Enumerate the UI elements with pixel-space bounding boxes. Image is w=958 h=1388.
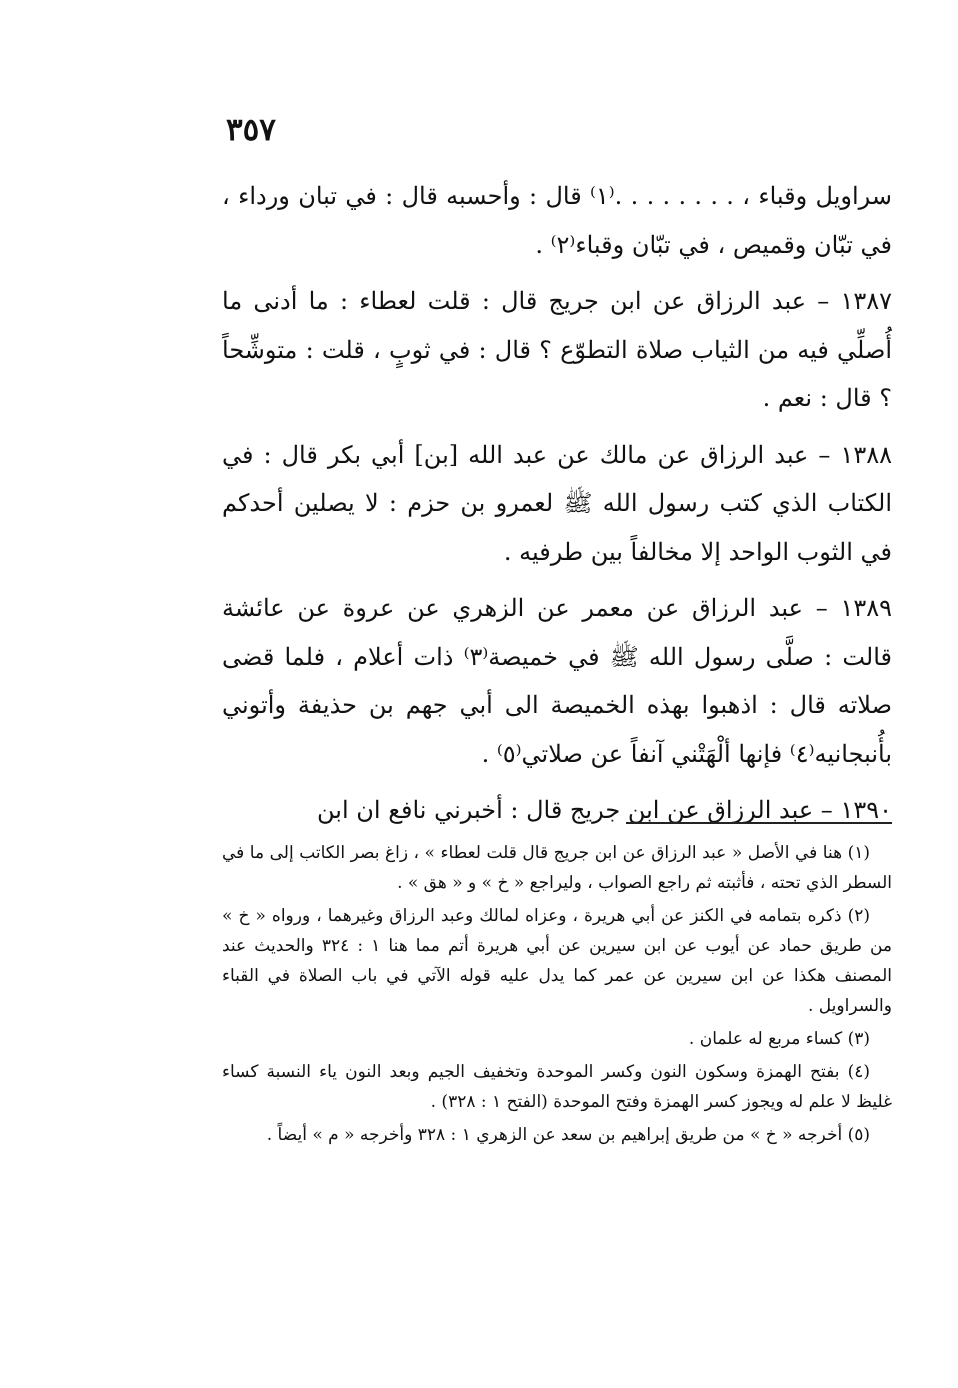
footnote-5: (٥) أخرجه « خ » من طريق إبراهيم بن سعد عن الزهري ١ : ٣٢٨ وأخرجه « م » أيضاً . — [266, 1125, 870, 1145]
footnote-separator — [626, 822, 892, 824]
footnote-3: (٣) كساء مربع له علمان . — [688, 1029, 870, 1049]
paragraph-hadith-1390: ١٣٩٠ – عبد الرزاق عن ابن جريج قال : أخبرني نافع ان ابن — [317, 796, 892, 824]
footnote-4: (٤) بفتح الهمزة وسكون النون وكسر الموحدة وتخفيف الجيم وبعد النون ياء النسبة كساء غليظ لا علم له ويجوز كسر الهمزة وفتح الموحدة (الفتح ١ : ٣٢٨) . — [222, 1062, 892, 1112]
footnote-2: (٢) ذكره بتمامه في الكنز عن أبي هريرة ، وعزاه لمالك وعبد الرزاق وغيرهما ، ورواه « خ » من طريق حماد عن أيوب عن ابن سيرين عن أبي هريرة أتم مما هنا ١ : ٣٢٤ والحديث عند المصنف هكذا عن ابن سيرين عن عمر كما يدل عليه قوله الآتي في باب الصلاة في القباء والسراويل . — [222, 906, 892, 1016]
page-number: ٣٥٧ — [226, 112, 276, 148]
paragraph-hadith-1389: ١٣٨٩ – عبد الرزاق عن معمر عن الزهري عن عروة عن عائشة قالت : صلَّى رسول الله ﷺ في خميصة⁽٣⁾ ذات أعلام ، فلما قضى صلاته قال : اذهبوا بهذه الخميصة الى أبي جهم بن حذيفة وأتوني بأُنبجانيه⁽٤⁾ فإنها ألْهَتْني آنفاً عن صلاتي⁽٥⁾ . — [222, 594, 893, 768]
paragraph-hadith-1387: ١٣٨٧ – عبد الرزاق عن ابن جريج قال : قلت لعطاء : ما أدنى ما أُصلِّي فيه من الثياب صلاة التطوّع ؟ قال : في ثوبٍ ، قلت : متوشِّحاً ؟ قال : نعم . — [222, 287, 892, 412]
main-text — [222, 172, 892, 835]
paragraph-continuation: سراويل وقباء ، . . . . . . . .⁽١⁾ قال : وأحسبه قال : في تبان ورداء ، في تبّان وقميص ، في تبّان وقباء⁽٢⁾ . — [222, 182, 893, 259]
footnote-1: (١) هنا في الأصل « عبد الرزاق عن ابن جريج قال قلت لعطاء » ، زاغ بصر الكاتب إلى ما في السطر الذي تحته ، فأثبته ثم راجع الصواب ، وليراجع « خ » و « هق » . — [222, 843, 892, 893]
footnotes — [222, 838, 892, 1153]
paragraph-hadith-1388: ١٣٨٨ – عبد الرزاق عن مالك عن عبد الله [بن] أبي بكر قال : في الكتاب الذي كتب رسول الله ﷺ لعمرو بن حزم : لا يصلين أحدكم في الثوب الواحد إلا مخالفاً بين طرفيه . — [222, 440, 892, 566]
